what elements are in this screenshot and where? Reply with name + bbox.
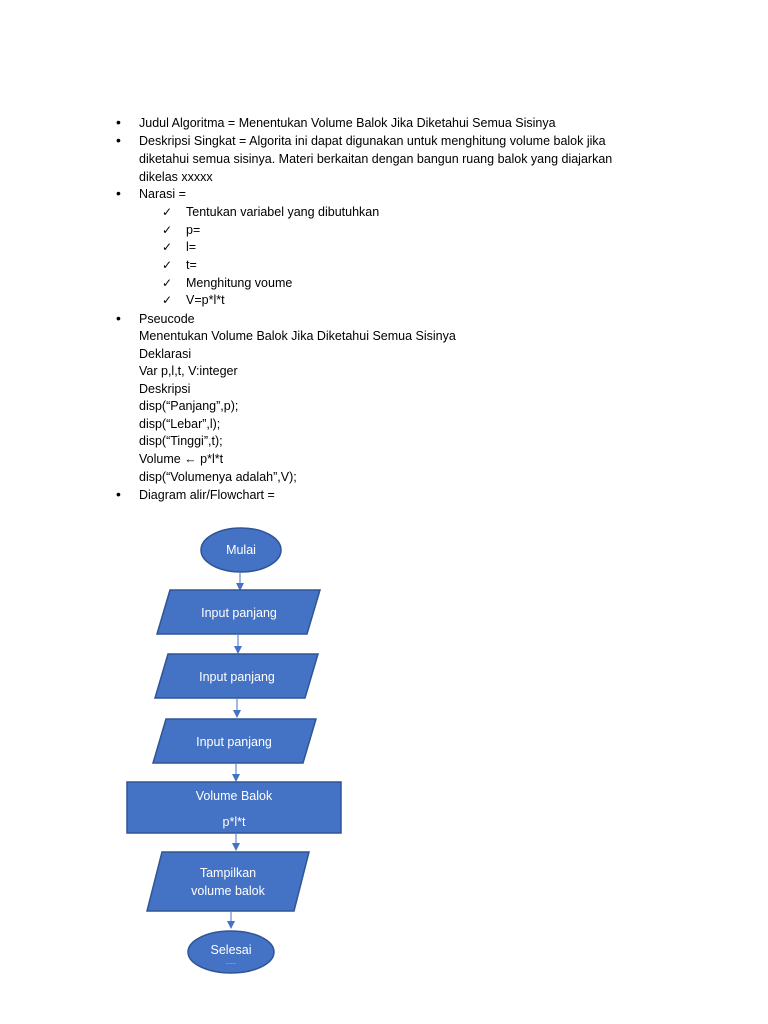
- end-small-label: --------: [225, 960, 237, 965]
- pseucode-line: Deklarasi: [139, 347, 192, 361]
- input-3-label: Input panjang: [196, 735, 272, 749]
- deskripsi-line-3: dikelas xxxxx: [139, 170, 213, 184]
- pseucode-line: disp(“Lebar”,l);: [139, 417, 221, 431]
- checkmark-icon: ✓: [162, 240, 173, 254]
- process-label-line-1: Volume Balok: [195, 789, 273, 803]
- checkmark-icon: ✓: [162, 276, 173, 290]
- checkmark-icon: ✓: [162, 258, 173, 272]
- checkmark-icon: ✓: [162, 205, 173, 219]
- deskripsi-line-2: diketahui semua sisinya. Materi berkaitan dengan bangun ruang balok yang diajarkan: [139, 152, 613, 166]
- output-label-line-2: volume balok: [191, 884, 265, 898]
- narasi-item: t=: [186, 258, 197, 272]
- pseucode-line: Volume ← p*l*t: [139, 452, 224, 466]
- pseucode-line: disp(“Panjang”,p);: [139, 399, 239, 413]
- pseucode-line: disp(“Volumenya adalah”,V);: [139, 470, 297, 484]
- pseucode-line: disp(“Tinggi”,t);: [139, 434, 223, 448]
- input-2-label: Input panjang: [199, 670, 275, 684]
- narasi-item: V=p*l*t: [186, 293, 225, 307]
- pseucode-line: Menentukan Volume Balok Jika Diketahui Semua Sisinya: [139, 329, 456, 343]
- bullet-icon: •: [116, 185, 121, 201]
- bullet-icon: •: [116, 114, 121, 130]
- pseucode-line: Deskripsi: [139, 382, 191, 396]
- start-label: Mulai: [226, 543, 256, 557]
- end-label: Selesai: [210, 943, 252, 957]
- pseucode-heading: Pseucode: [139, 312, 195, 326]
- output-parallelogram: [147, 852, 309, 911]
- narasi-item: Menghitung voume: [186, 276, 293, 290]
- narasi-item: p=: [186, 223, 201, 237]
- diagram-heading: Diagram alir/Flowchart =: [139, 488, 275, 502]
- pseucode-line: Var p,l,t, V:integer: [139, 364, 238, 378]
- bullet-icon: •: [116, 132, 121, 148]
- checkmark-icon: ✓: [162, 223, 173, 237]
- narasi-item: Tentukan variabel yang dibutuhkan: [186, 205, 380, 219]
- process-label-line-2: p*l*t: [222, 815, 246, 829]
- narasi-item: l=: [186, 240, 197, 254]
- input-1-label: Input panjang: [201, 606, 277, 620]
- deskripsi-line-1: Deskripsi Singkat = Algorita ini dapat digunakan untuk menghitung volume balok jika: [139, 134, 606, 148]
- judul-algoritma: Judul Algoritma = Menentukan Volume Balok Jika Diketahui Semua Sisinya: [139, 116, 556, 130]
- narasi-heading: Narasi =: [139, 187, 186, 201]
- checkmark-icon: ✓: [162, 293, 173, 307]
- output-label-line-1: Tampilkan: [199, 866, 257, 880]
- bullet-icon: •: [116, 310, 121, 326]
- bullet-icon: •: [116, 486, 121, 502]
